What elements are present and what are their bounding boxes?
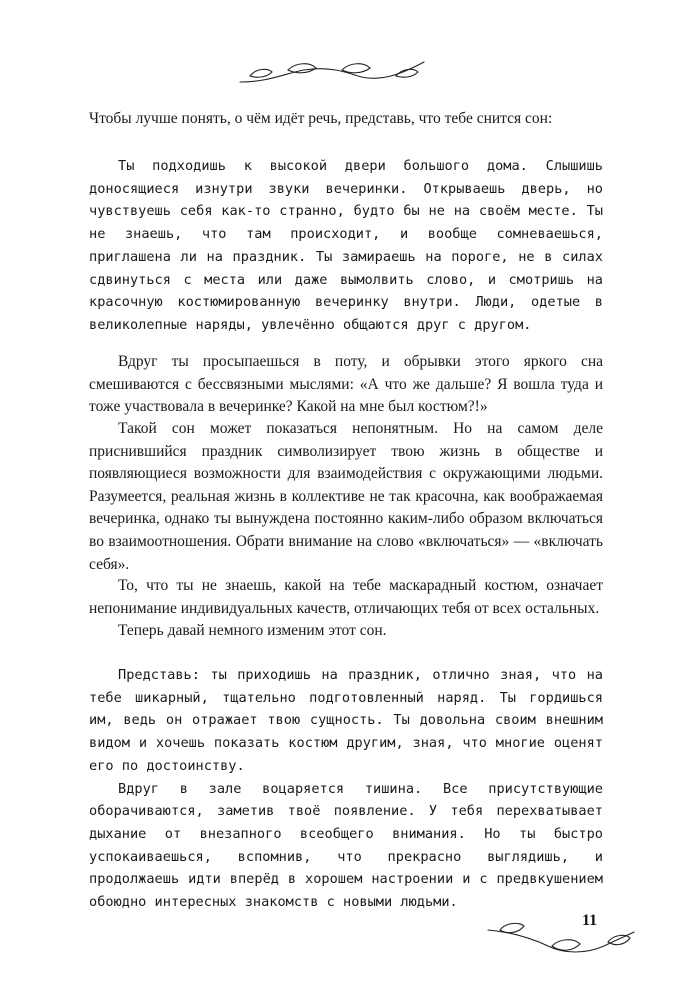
wake-paragraph: Вдруг ты просыпаешься в поту, и обрывки этого яркого сна смешиваются с бессвязными мыслями: «А что же дальше? Я вошла туда и тоже участвовала в вечеринке? Какой на мне был костюм?!» xyxy=(89,353,603,416)
meaning-paragraph: Такой сон может показаться непонятным. Но на самом деле приснившийся праздник символизирует твою жизнь в обществе и появляющиеся возможности для взаимодействия с окружающими людьми. Разумеется, реальная жизнь в коллективе не так красочна, как воображаемая вечеринка, однако ты вынуждена постоянно каким-либо образом включаться во взаимоотношения. Обрати внимание на слово «включаться» — «включать себя». xyxy=(89,420,603,573)
intro-paragraph: Чтобы лучше понять, о чём идёт речь, представь, что тебе снится сон: xyxy=(89,110,553,127)
leaf-ornament-top-icon xyxy=(238,56,426,88)
leaf-ornament-bottom-icon xyxy=(486,916,636,964)
change-paragraph: Теперь давай немного изменим этот сон. xyxy=(118,622,387,639)
costume-paragraph: То, что ты не знаешь, какой на тебе маскарадный костюм, означает непонимание индивидуальных качеств, отличающих тебя от всех остальных. xyxy=(89,577,603,617)
dream-paragraph-1: Ты подходишь к высокой двери большого дома. Слышишь доносящиеся изнутри звуки вечеринки. Открываешь дверь, но чувствуешь себя как-то странно, будто бы не на своём месте. Ты не знаешь, что там происходит, и вообще сомневаешься, приглашена ли на праздник. Ты замираешь на пороге, не в силах сдвинуться с места или даже вымолвить слово, и смотришь на красочную костюмированную вечеринку внутри. Люди, одетые в великолепные наряды, увлечённо общаются друг с другом. xyxy=(89,158,603,333)
dream-paragraph-2: Представь: ты приходишь на праздник, отлично зная, что на тебе шикарный, тщательно подготовленный наряд. Ты гордишься им, ведь он отражает твою сущность. Ты довольна своим внешним видом и хочешь показать костюм другим, зная, что многие оценят его по достоинству. xyxy=(89,667,603,774)
page-number: 11 xyxy=(582,912,598,929)
dream-paragraph-3: Вдруг в зале воцаряется тишина. Все присутствующие оборачиваются, заметив твоё появление. У тебя перехватывает дыхание от внезапного всеобщего внимания. Но ты быстро успокаиваешься, вспомнив, что прекрасно выглядишь, и продолжаешь идти вперёд в хорошем настроении и с предвкушением обоюдно интересных знакомств с новыми людьми. xyxy=(89,780,603,911)
dream-block-1 xyxy=(89,155,603,337)
dream-block-2 xyxy=(89,664,603,914)
